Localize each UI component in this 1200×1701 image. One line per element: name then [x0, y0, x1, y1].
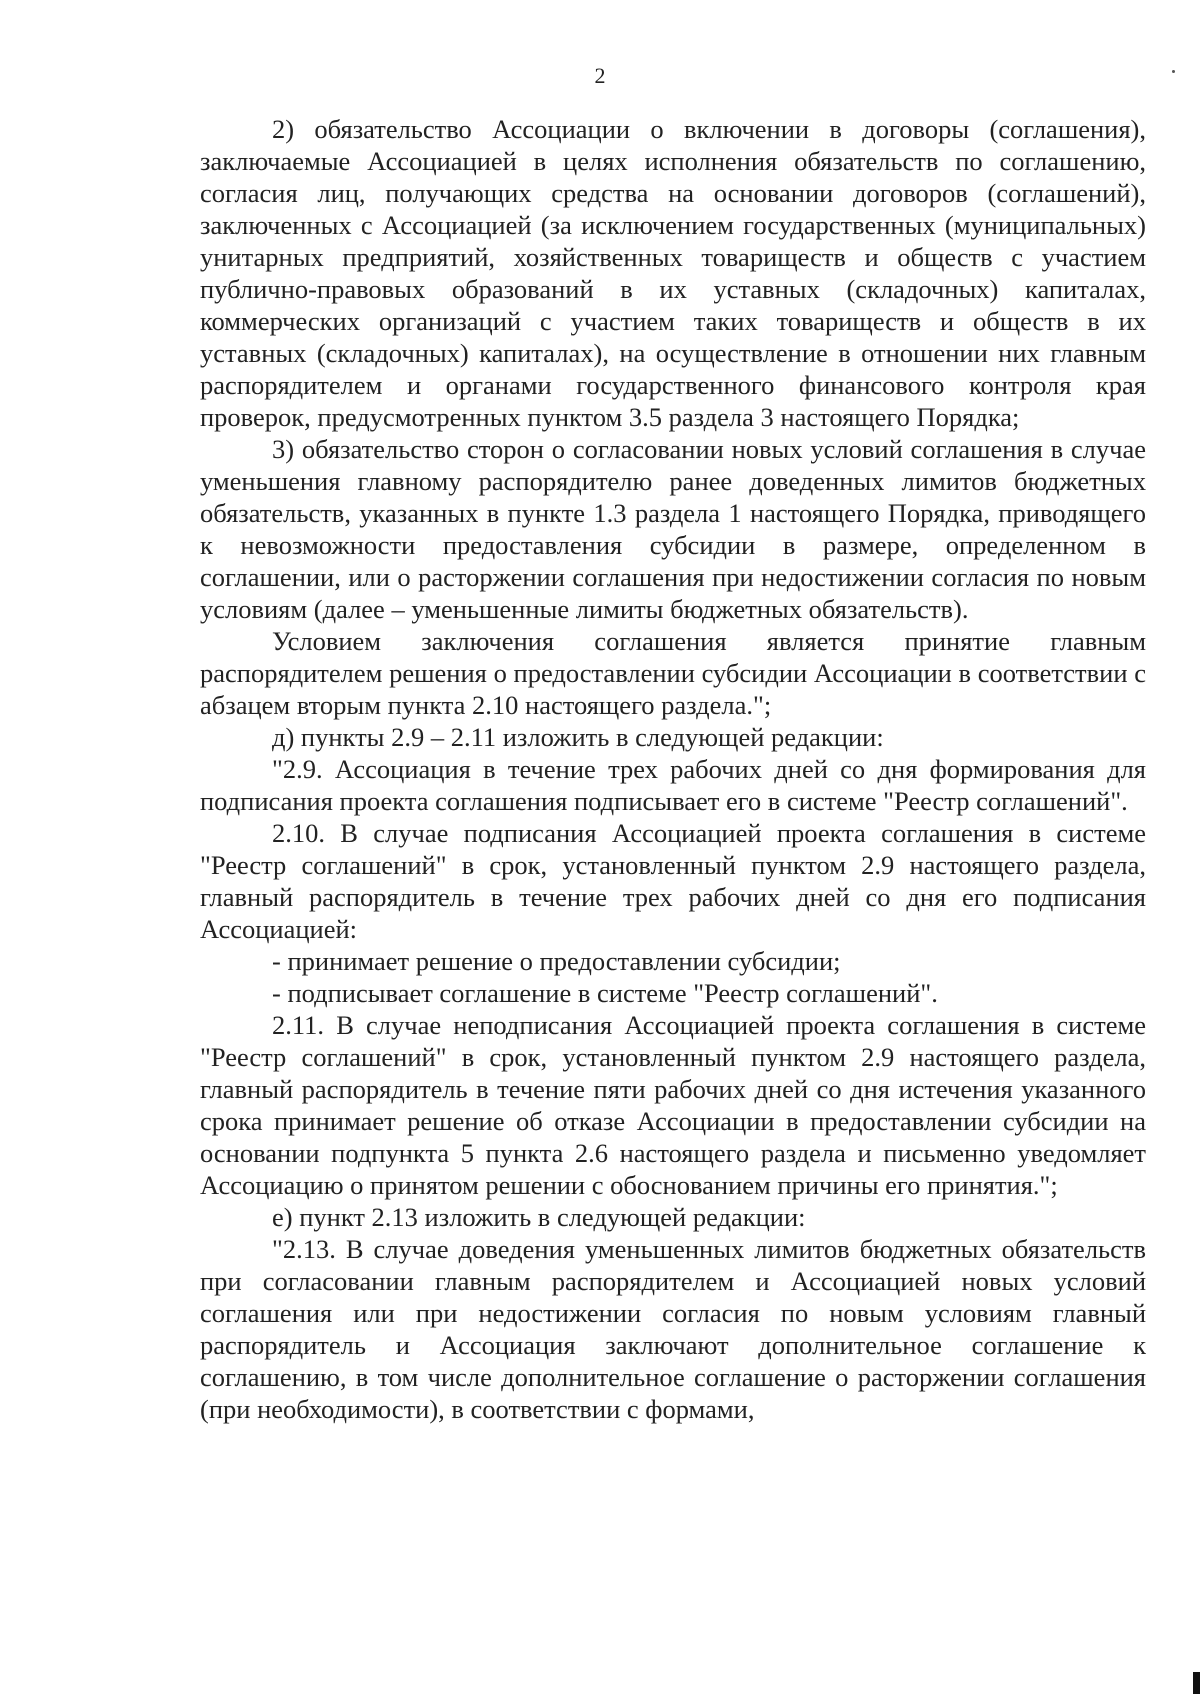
- document-body: [200, 113, 1146, 1425]
- page-number: 2: [594, 63, 606, 88]
- paragraph-item-e: е) пункт 2.13 изложить в следующей редакции:: [272, 1202, 806, 1232]
- scan-edge-mark: [1193, 1672, 1200, 1694]
- paragraph-obligation-2: 2) обязательство Ассоциации о включении в договоры (соглашения), заключаемые Ассоциацией в целях исполнения обязательств по соглашению, согласия лиц, получающих средства на основании договоров (соглашений), заключенных с Ассоциацией (за исключением государственных (муниципальных) унитарных предприятий, хозяйственных товариществ и обществ с участием публично-правовых образований в их уставных (складочных) капиталах, коммерческих организаций с участием таких товариществ и обществ в их уставных (складочных) капиталах), на осуществление в отношении них главным распорядителем и органами государственного финансового контроля края проверок, предусмотренных пунктом 3.5 раздела 3 настоящего Порядка;: [200, 114, 1146, 432]
- scan-speck: [1172, 70, 1175, 73]
- paragraph-bullet-sign: - подписывает соглашение в системе "Реестр соглашений".: [272, 978, 938, 1008]
- paragraph-item-d: д) пункты 2.9 – 2.11 изложить в следующей редакции:: [272, 722, 884, 752]
- paragraph-bullet-decision: - принимает решение о предоставлении субсидии;: [272, 946, 841, 976]
- paragraph-2-10: 2.10. В случае подписания Ассоциацией проекта соглашения в системе "Реестр соглашений" в срок, установленный пунктом 2.9 настоящего раздела, главный распорядитель в течение трех рабочих дней со дня его подписания Ассоциацией:: [200, 818, 1146, 944]
- paragraph-2-11: 2.11. В случае неподписания Ассоциацией проекта соглашения в системе "Реестр соглашений" в срок, установленный пунктом 2.9 настоящего раздела, главный распорядитель в течение пяти рабочих дней со дня истечения указанного срока принимает решение об отказе Ассоциации в предоставлении субсидии на основании подпункта 5 пункта 2.6 настоящего раздела и письменно уведомляет Ассоциацию о принятом решении с обоснованием причины его принятия.";: [200, 1010, 1146, 1200]
- paragraph-obligation-3: 3) обязательство сторон о согласовании новых условий соглашения в случае уменьшения главному распорядителю ранее доведенных лимитов бюджетных обязательств, указанных в пункте 1.3 раздела 1 настоящего Порядка, приводящего к невозможности предоставления субсидии в размере, определенном в соглашении, или о расторжении соглашения при недостижении согласия по новым условиям (далее – уменьшенные лимиты бюджетных обязательств).: [200, 434, 1146, 624]
- paragraph-condition: Условием заключения соглашения является принятие главным распорядителем решения о предоставлении субсидии Ассоциации в соответствии с абзацем вторым пункта 2.10 настоящего раздела.";: [200, 626, 1146, 720]
- paragraph-2-13: "2.13. В случае доведения уменьшенных лимитов бюджетных обязательств при согласовании главным распорядителем и Ассоциацией новых условий соглашения или при недостижении согласия по новым условиям главный распорядитель и Ассоциация заключают дополнительное соглашение к соглашению, в том числе дополнительное соглашение о расторжении соглашения (при необходимости), в соответствии с формами,: [200, 1234, 1146, 1424]
- paragraph-2-9: "2.9. Ассоциация в течение трех рабочих дней со дня формирования для подписания проекта соглашения подписывает его в системе "Реестр соглашений".: [200, 754, 1146, 816]
